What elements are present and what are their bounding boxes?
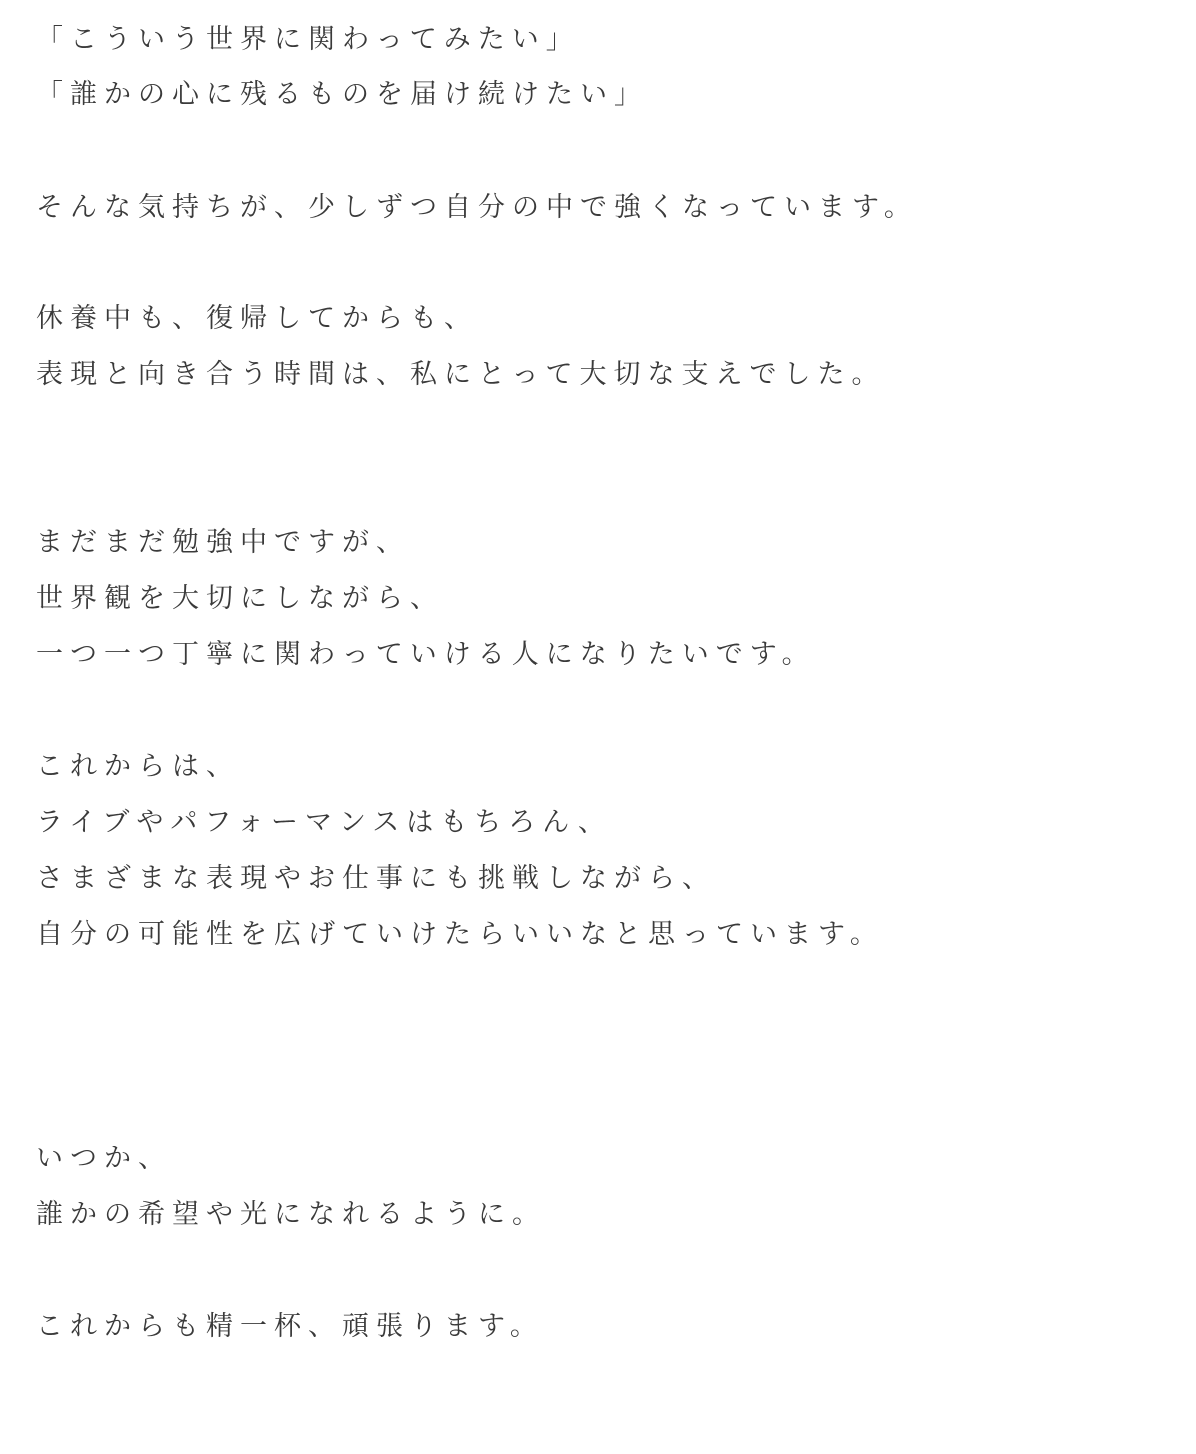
text-line-2: 「誰かの心に残るものを届け続けたい」: [36, 79, 648, 110]
text-line-10: ライブやパフォーマンスはもちろん、: [36, 807, 612, 838]
text-line-13: いつか、: [36, 1143, 172, 1174]
text-line-11: さまざまな表現やお仕事にも挑戦しながら、: [36, 863, 716, 894]
text-line-3: そんな気持ちが、少しずつ自分の中で強くなっています。: [36, 192, 918, 223]
text-line-15: これからも精一杯、頑張ります。: [36, 1311, 544, 1342]
text-line-12: 自分の可能性を広げていけたらいいなと思っています。: [36, 919, 884, 950]
text-line-14: 誰かの希望や光になれるように。: [36, 1199, 546, 1230]
text-line-8: 一つ一つ丁寧に関わっていける人になりたいです。: [36, 639, 816, 670]
text-line-5: 表現と向き合う時間は、私にとって大切な支えでした。: [36, 359, 886, 390]
text-line-6: まだまだ勉強中ですが、: [36, 527, 410, 558]
text-line-4: 休養中も、復帰してからも、: [36, 303, 478, 334]
text-line-9: これからは、: [36, 751, 240, 782]
text-line-7: 世界観を大切にしながら、: [36, 583, 444, 614]
text-line-1: 「こういう世界に関わってみたい」: [36, 24, 580, 55]
